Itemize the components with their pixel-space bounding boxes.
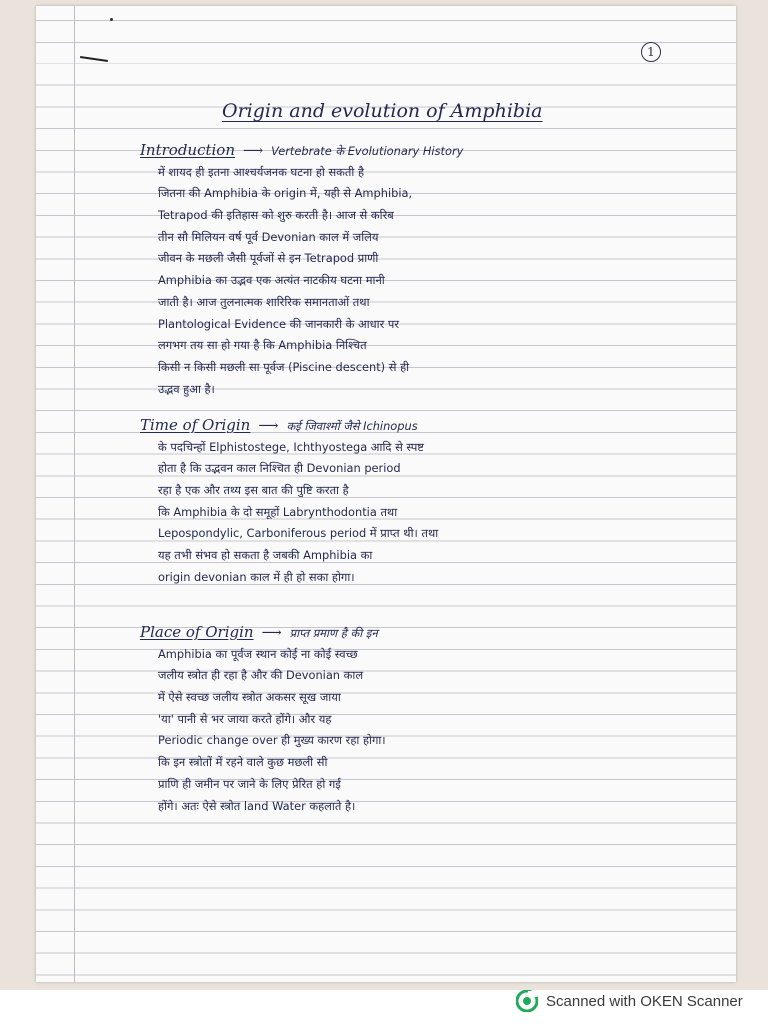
arrow-icon: ⟶ [243, 143, 264, 159]
section-heading: Time of Origin [140, 416, 251, 434]
text-line: 'या' पानी से भर जाया करते होंगे। और यह [158, 711, 332, 726]
text-line: किसी न किसी मछली सा पूर्वज (Piscine descent) से ही [158, 359, 410, 374]
arrow-icon: ⟶ [261, 625, 282, 641]
scanner-watermark [516, 990, 743, 1012]
text-line: Lepospondylic, Carboniferous period में प्राप्त थी। तथा [158, 526, 439, 541]
text-line: होता है कि उद्भवन काल निश्चित ही Devonian period [158, 461, 401, 476]
margin-line [74, 6, 75, 982]
text-line: Amphibia का उद्भव एक अत्यंत नाटकीय घटना मानी [158, 273, 385, 288]
text-line: जीवन के मछली जैसी पूर्वजों से इन Tetrapod प्राणी [158, 251, 379, 266]
section-heading-line [140, 140, 660, 162]
text-line: रहा है एक और तथ्य इस बात की पुष्टि करता है [158, 483, 349, 498]
arrow-icon: ⟶ [258, 418, 279, 434]
text-line: origin devonian काल में ही हो सका होगा। [158, 569, 355, 584]
text-line: तीन सौ मिलियन वर्ष पूर्व Devonian काल में जलिय [158, 229, 379, 244]
text-line: कई जिवाश्मों जैसे Ichinopus [286, 419, 418, 433]
section-heading: Introduction [140, 141, 235, 159]
section-place-of-origin [140, 622, 660, 817]
text-line: जाती है। आज तुलनात्मक शारिरिक समानताओं तथा [158, 294, 370, 309]
text-line: प्राणि ही जमीन पर जाने के लिए प्रेरित हो गई [158, 776, 341, 791]
text-line: यह तभी संभव हो सकता है जबकी Amphibia का [158, 548, 373, 563]
text-line: प्राप्त प्रमाण है की इन [289, 626, 378, 640]
text-line: Amphibia का पूर्वज स्थान कोई ना कोई स्वच्छ [158, 646, 358, 661]
pen-dot [110, 18, 113, 21]
text-line: लगभग तय सा हो गया है कि Amphibia निश्चित [158, 338, 367, 353]
text-line: में शायद ही इतना आश्चर्यजनक घटना हो सकती है [158, 164, 365, 179]
text-line: Plantological Evidence की जानकारी के आधार पर [158, 316, 400, 331]
scanner-label: Scanned with OKEN Scanner [546, 992, 743, 1010]
text-line: Tetrapod की इतिहास को शुरु करती है। आज से करिब [158, 208, 394, 223]
page-number: 1 [641, 42, 661, 62]
section-heading: Place of Origin [140, 623, 254, 641]
page-title: Origin and evolution of Amphibia [222, 100, 543, 122]
text-line: जलीय स्त्रोत ही रहा है और की Devonian काल [158, 668, 364, 683]
section-heading-line [140, 622, 660, 644]
text-line: में ऐसे स्वच्छ जलीय स्त्रोत अकसर सूख जाया [158, 690, 341, 705]
oken-scanner-logo-icon [516, 990, 538, 1012]
text-line: कि Amphibia के दो समूहों Labrynthodontia तथा [158, 504, 398, 519]
section-time-of-origin [140, 415, 660, 589]
text-line: जितना की Amphibia के origin में, यही से Amphibia, [158, 186, 413, 201]
text-line: Periodic change over ही मुख्य कारण रहा होगा। [158, 733, 386, 748]
section-heading-line [140, 415, 660, 437]
section-introduction [140, 140, 660, 400]
text-line: कि इन स्त्रोतों में रहने वाले कुछ मछली सी [158, 755, 328, 770]
text-line: Vertebrate के Evolutionary History [271, 144, 464, 158]
text-line: उद्भव हुआ है। [158, 381, 215, 396]
text-line: होंगे। अतः ऐसे स्त्रोत land Water कहलाते है। [158, 798, 356, 813]
text-line: के पदचिन्हों Elphistostege, Ichthyostega आदि से स्पष्ट [158, 439, 424, 454]
